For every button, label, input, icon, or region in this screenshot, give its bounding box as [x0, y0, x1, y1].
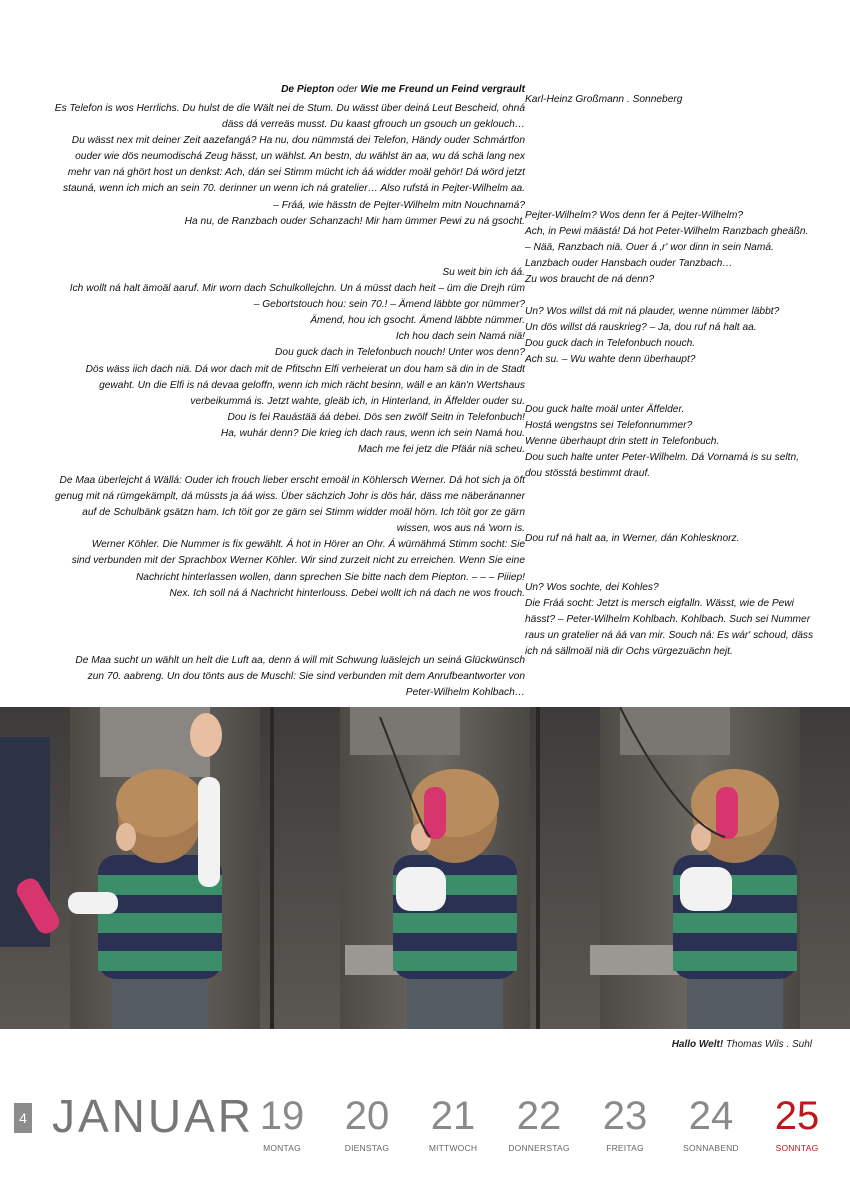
month-label: JANUAR: [52, 1090, 255, 1142]
day-name: MONTAG: [263, 1143, 301, 1153]
photo-caption-title: Hallo Welt!: [671, 1039, 724, 1050]
right-block-5: Un? Wos sochte, dei Kohles? Die Fráá socht: Jetzt is mersch eigfalln. Wässt, wie de Pewi hässt? – Peter-Wilhelm Kohlbach. Kohlbach. Such sei Nummer raus un gratelier ná áá van mir. Souch ná: Es wár' schoud, däss ich ná sällmoäl niä dir Ochs vürgezuächn hejt.: [525, 582, 814, 658]
calendar-day: [580, 1093, 670, 1153]
day-name: MITTWOCH: [428, 1143, 478, 1153]
calendar-day: [237, 1093, 327, 1153]
day-name: DONNERSTAG: [508, 1143, 570, 1153]
day-number: 25: [774, 1094, 820, 1138]
right-block-1: Pejter-Wilhelm? Wos denn fer á Pejter-Wilhelm? Ach, in Pewi määstá! Dá hot Peter-Wilhelm Ranzbach gheäßn. – Nää, Ranzbach niä. Ouer á ‚r' wor dinn in sein Namá. Lanzbach ouder Hansbach ouder Tanzbach… Zu wos braucht de ná denn?: [525, 210, 809, 286]
day-number: 21: [430, 1094, 476, 1138]
left-block-text: Es Telefon is wos Herrlichs. Du hulst de die Wält nei de Stum. Du wässt über deiná Leut Bescheid, ohná däss dá verreäs musst. Du kaast gfrouch un gsouch un geklouch… Du wässt nex mit deiner Zeit aazefangá? Ha nu, dou nümmstá dei Telefon, Händy ouder Schmártfon ouder wie dös neumodischá Zeug hässt, un wählst. An bestn, du wählst än aa, wu dá schä lang nex mehr van ná ghört host un denkst: Ach, dán sei Stimm mücht ich áá widder moäl gehör! Dá wörd jetzt stauná, wenn ich mich an sein 70. derinner un wenn ich ná gratelier… Also rufstá in Pejter-Wilhelm aa. – Fráá, wie hässtn de Pejter-Wilhelm mitn Nouchnamá? Ha nu, de Ranzbach ouder Schanzach! Mir ham ümmer Pewi zu ná gsocht.: [54, 103, 525, 227]
day-number: 20: [344, 1094, 390, 1138]
calendar-day: [494, 1093, 584, 1153]
poem-title-part2: Wie me Freund un Feind vergrault: [360, 84, 525, 95]
day-number: 22: [516, 1094, 562, 1138]
day-number: 19: [259, 1094, 305, 1138]
page-number: 4: [14, 1103, 32, 1133]
poem-title-or: oder: [334, 84, 361, 95]
calendar-day-sunday: [752, 1093, 842, 1153]
calendar-day: [666, 1093, 756, 1153]
left-block-text: Su weit bin ich áá. Ich wollt ná halt ämoäl aaruf. Mir worn dach Schulkollejchn. Un á müsst dach heit – üm die Drejh rüm – Gebortstouch hou: sein 70.! – Ämend läbbte gor nümmer? Ämend, hou ich gsocht. Ämend läbbte nümmer. Ich hou dach sein Namá niä! Dou guck dach in Telefonbuch nouch! Unter wos denn? Dös wäss iich dach niä. Dá wor dach mit de Pfitschn Elfi verheierat un dou ham sä din in de Stadt gewaht. Un die Elfi is ná devaa geloffn, wenn ich mich rächt besinn, wäll e an kän'n Wertshaus verbeikummá is. Jetzt wahte, gleäb ich, in Hinterland, in Äffelder ouder su. Dou is fei Rauástää áá debei. Dös sen zwölf Seitn in Telefonbuch! Ha, wuhár denn? Die krieg ich dach raus, wenn ich sein Namá hou. Mach me fei jetz die Pfäár niä scheu.: [69, 267, 525, 456]
left-block-text: De Maa sucht un wählt un helt die Luft aa, denn á will mit Schwung luäslejch un seiná Glückwünsch zun 70. aabreng. Un dou tönts aus de Muschl: Sie sind verbunden mit dem Anrufbeantworter von Peter-Wilhelm Kohlbach…: [75, 655, 525, 699]
calendar-day: [322, 1093, 412, 1153]
poem-title: [0, 82, 525, 98]
poem-author: Karl-Heinz Großmann . Sonneberg: [525, 94, 683, 105]
day-number: 23: [602, 1094, 648, 1138]
right-block-3: Dou guck halte moäl unter Äffelder. Hostá wengstns sei Telefonnummer? Wenne überhaupt drin stett in Telefonbuch. Dou such halte unter Peter-Wilhelm. Dá Vornamá is su seltn, dou stösstá bestimmt drauf.: [525, 404, 799, 480]
day-name: SONNTAG: [775, 1143, 819, 1153]
left-block-3: [0, 473, 525, 602]
day-name: SONNABEND: [683, 1143, 739, 1153]
photo-caption: [672, 1039, 812, 1050]
day-name: FREITAG: [606, 1143, 644, 1153]
left-block-1: [0, 101, 525, 230]
payphone-photo-illustration: [0, 707, 850, 1029]
day-number: 24: [688, 1094, 734, 1138]
left-block-2: [0, 265, 525, 458]
calendar-day: [408, 1093, 498, 1153]
left-block-text: De Maa überlejcht á Wällá: Ouder ich frouch lieber erscht emoäl in Köhlersch Werner. Dá hot sich ja öft genug mit ná rümgekämplt, dá müssts ja áá wiss. Über sächzich Johr is dös hár, däss me näberánanner auf de Schulbänk gsätzn ham. Ich töit gor ze gärn sei Stimm widder moäl hörn. Ich töit gor ze gärn wissen, wos aus ná 'worn is. Werner Köhler. Die Nummer is fix gewählt. Á hot in Hörer an Ohr. Á würnähmá Stimm socht: Sie sind verbunden mit der Sprachbox Werner Köhler. Wir sind zurzeit nicht zu erreichen. Wenn Sie eine Nachricht hinterlassen wollen, dann sprechen Sie bitte nach dem Piepton. – – – Piiiep! Nex. Ich soll ná á Nachricht hinterlouss. Debei wollt ich ná dach ne wos frouch.: [55, 475, 525, 599]
poem-title-part1: De Piepton: [281, 84, 335, 95]
right-block-4: Dou ruf ná halt aa, in Werner, dán Kohlesknorz.: [525, 533, 740, 544]
photo-caption-credit: Thomas Wils . Suhl: [723, 1039, 812, 1050]
left-block-4: [0, 653, 525, 701]
day-name: DIENSTAG: [344, 1143, 390, 1153]
right-block-2: Un? Wos willst dá mit ná plauder, wenne nümmer läbbt? Un dös willst dá rauskrieg? – Ja, dou ruf ná halt aa. Dou guck dach in Telefonbuch nouch. Ach su. – Wu wahte denn überhaupt?: [525, 306, 780, 366]
payphone-photo: [0, 707, 850, 1029]
